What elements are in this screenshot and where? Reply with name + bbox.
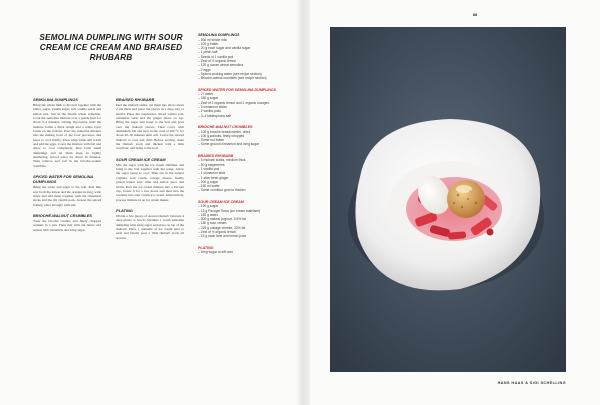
ingredient-item: – 2 l water: [198, 92, 290, 96]
ingredients-heading-brioche: BRIOCHE-WALNUT CRUMBLES: [198, 124, 253, 129]
method-column-2: [116, 97, 184, 246]
ingredient-item: – 2 vanilla pods: [198, 109, 290, 113]
ingredient-item: – Spiced cooking water (see recipe section): [198, 72, 290, 76]
ingredient-item: – 190 g sugar: [198, 204, 290, 208]
ingredients-list-ice-cream: [198, 204, 290, 238]
method-text-brioche: Toast the brioche crumbs and finely chopped walnuts in a pan. Then mix with nut butter and season with cinnamon and icing sugar.: [33, 218, 101, 232]
method-column-1: [33, 97, 101, 238]
method-text-plating: Divide a few pieces of stewed rhubarb between 4 deep plates or bowls. Sprinkle 1 warm semolina dumpling with icing sugar and place on top of the rhubarb. Place 1 quenelle of ice cream next to each and finally pour a little rhubarb stock all around.: [116, 213, 184, 240]
ingredients-list-brioche: [198, 130, 290, 147]
ingredients-heading-semolina: SEMOLINA DUMPLINGS: [198, 33, 240, 37]
method-heading-plating: PLATING: [116, 207, 133, 213]
ingredient-item: – 160 g water: [198, 213, 290, 217]
ingredient-item: – 15 g each lime and lemon juice: [198, 234, 290, 238]
ingredient-item: – 1 slice fresh ginger: [198, 176, 290, 180]
ingredient-item: – 200 g sugar: [198, 180, 290, 184]
method-heading-spiced-water: SPICED WATER FOR SEMOLINA DUMPLINGS: [33, 174, 94, 185]
ingredients-list-plating: [198, 250, 290, 254]
ingredients-heading-rhubarb: BRAISED RHUBARB: [198, 153, 234, 158]
ingredient-item: – Brioche-walnut crumbles (see recipe section): [198, 76, 290, 80]
ingredient-item: – Some ground cinnamon and icing sugar: [198, 142, 290, 146]
method-heading-ice-cream: SOUR CREAM ICE CREAM: [116, 156, 166, 162]
ingredient-item: – 6 rhubarb stalks, medium thick: [198, 158, 290, 162]
ingredient-item: – 1 vanilla pod: [198, 167, 290, 171]
footer-authors: HANS HAAS & SIGI SCHELLING: [497, 381, 566, 385]
ingredient-item: – 150 g sugar: [198, 96, 290, 100]
ingredient-item: – 13 g Pacoget Rosa (ice cream stabiliser): [198, 209, 290, 213]
ingredient-item: – Zest of 1 organic lemon and 2 organic oranges: [198, 101, 290, 105]
ingredient-item: – Zest of ½ organic lemon: [198, 59, 290, 63]
ingredient-item: – Zest of ½ organic lemon: [198, 230, 290, 234]
book-gutter: [296, 0, 310, 405]
ingredient-item: – 500 g natural yoghurt, 3.5% fat: [198, 217, 290, 221]
ingredient-item: – Icing sugar to sift over: [198, 250, 290, 254]
ingredient-item: – 100 g butter: [198, 42, 290, 46]
ingredient-item: – 3 cinnamon sticks: [198, 105, 290, 109]
ingredient-item: – 100 g walnuts, finely chopped: [198, 134, 290, 138]
ingredients-list-spiced-water: [198, 92, 290, 118]
ingredient-item: – 20 g each sugar and vanilla sugar: [198, 46, 290, 50]
ingredient-item: – 50 g raspberries: [198, 163, 290, 167]
ingredient-item: – 3–4 tablespoons salt: [198, 114, 290, 118]
ingredients-list-rhubarb: [198, 158, 290, 192]
ingredients-heading-spiced-water: SPICED WATER FOR SEMOLINA DUMPLINGS: [198, 87, 277, 92]
ingredient-item: – 500 ml whole milk: [198, 38, 290, 42]
ingredients-column: [198, 33, 290, 255]
ingredient-item: – Some nut butter: [198, 138, 290, 142]
ingredient-item: – 2 eggs: [198, 68, 290, 72]
method-heading-rhubarb: BRAISED RHUBARB: [116, 97, 155, 102]
method-heading-semolina: SEMOLINA DUMPLINGS: [33, 97, 78, 102]
page-number: 88: [472, 12, 478, 17]
ingredients-list-semolina: [198, 38, 290, 81]
ingredient-item: – 150 ml water: [198, 184, 290, 188]
ingredients-heading-plating: PLATING: [198, 245, 214, 250]
ingredient-item: – 1 cinnamon stick: [198, 171, 290, 175]
ingredient-item: – 225 g cottage cheese, 20% fat: [198, 226, 290, 230]
ingredient-item: – 120 g durum wheat semolina: [198, 63, 290, 67]
recipe-title: SEMOLINA DUMPLING WITH SOUR CREAM ICE CREAM AND BRAISED RHUBARB: [39, 33, 183, 62]
dessert-photo: [330, 27, 566, 372]
icing-sugar: [456, 185, 472, 193]
ingredients-heading-ice-cream: SOUR CREAM ICE CREAM: [198, 199, 244, 204]
method-text-rhubarb: Peel the rhubarb stalks, cut them into slices about 2 cm thick and place the pieces in a deep tray or mould. Place the raspberries, sliced vanilla pod, cinnamon stick and the ginger slices on top. Bring the sugar and water to the boil and pour over the rhubarb pieces. Then cover with aluminium foil and stew in the oven at 160 °C for about 20–30 minutes until soft. Leave the stewed rhubarb to cool and chill. Before serving, drain the rhubarb stock and thicken with a little cornflour, and bring to the boil.: [116, 103, 184, 151]
method-heading-brioche: BRIOCHE-WALNUT CRUMBLES: [33, 212, 93, 218]
dessert-plate-illustration: [330, 27, 566, 372]
ingredient-item: – Some cornflour gum to thicken: [198, 188, 290, 192]
ingredient-item: – 180 g sour cream: [198, 221, 290, 225]
method-text-ice-cream: Mix the sugar with the ice cream stabiliser and bring to the boil together with the water. Allow the sugar syrup to cool. Then stir in the natural yoghurt, sour cream, cottage cheese, freshly grated lemon zest, lime and lemon juice and strain. Pour the ice cream mixture into a Pacojet cup, freeze it for a few hours and then turn the contents into sour cream ice cream. Alternatively, process mixture in an ice cream maker.: [116, 162, 184, 202]
ingredient-item: – Seeds of 1 vanilla pod: [198, 55, 290, 59]
method-text-semolina: Bring the whole milk to the boil together with the butter, sugar, vanilla sugar, salt, vanilla seeds and lemon zest. Stir in the durum wheat semolina. Cook the semolina mixture over a gentle heat for about 3–4 minutes, stirring vigorously, until the mixture forms a thick dough and a white layer forms on the bottom. Pour the semolina mixture into the mixing bowl of the food processor and leave to cool briefly. Then whip while still warm and add the eggs. Cover the mixture with foil and allow to cool completely, then form small dumplings and let them sleep in lightly simmering, spiced water for about 10 minutes. Then remove and roll in the brioche-walnut crumbles.: [33, 103, 101, 168]
ingredient-item: – 100 g brioche breadcrumbs, dried: [198, 130, 290, 134]
ingredient-item: – 1 pinch salt: [198, 50, 290, 54]
method-text-spiced-water: Bring the water and sugar to the boil. Peel thin zest from the lemon and the oranges in long, wide strips and add these together with the cinnamon sticks and the clil vanilla pods. Season the spiced boiling water strongly with salt.: [33, 185, 101, 207]
